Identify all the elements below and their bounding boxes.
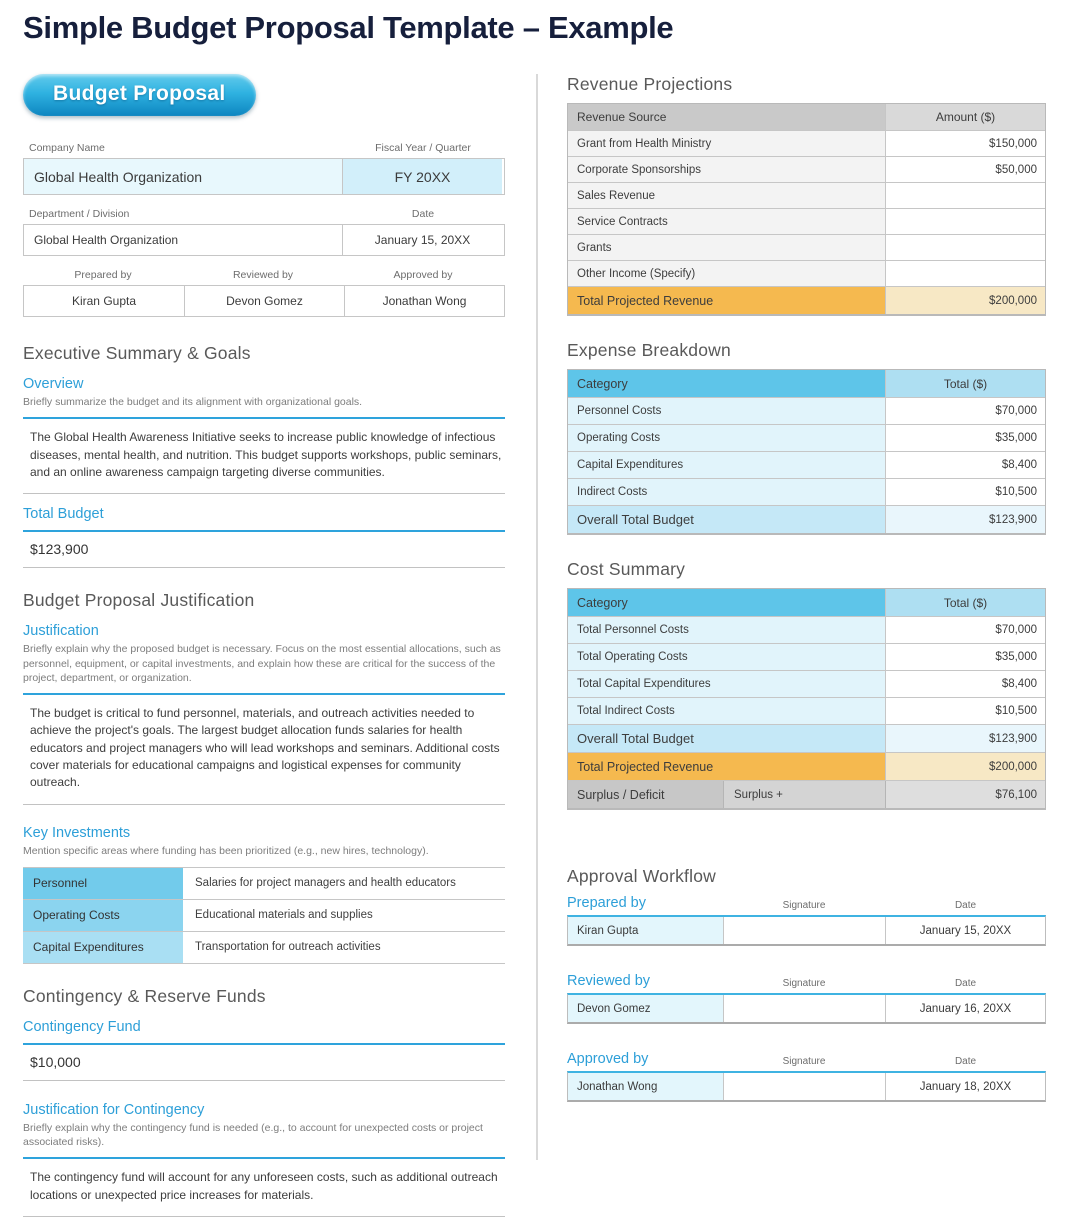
total-projected-revenue-row — [568, 286, 1045, 314]
overview-hint: Briefly summarize the budget and its alignment with organizational goals. — [23, 396, 363, 408]
expense-category-cell: Indirect Costs — [568, 479, 886, 505]
table-row — [568, 156, 1045, 182]
approval-date-cell[interactable]: January 16, 20XX — [886, 995, 1045, 1022]
revenue-amount-cell[interactable] — [886, 183, 1045, 208]
contingency-heading: Contingency & Reserve Funds — [23, 985, 266, 1006]
signature-label: Signature — [782, 1056, 826, 1067]
total-amount-cell[interactable]: $200,000 — [886, 753, 1045, 780]
expense-amount-cell[interactable]: $10,500 — [886, 479, 1045, 505]
department-field[interactable]: Global Health Organization — [24, 225, 342, 255]
total-budget-bottom-divider — [23, 567, 505, 568]
category-header: Category — [568, 589, 886, 616]
total-header: Total ($) — [886, 370, 1045, 397]
cost-category-cell: Total Personnel Costs — [568, 617, 886, 643]
table-header-row — [568, 370, 1045, 397]
revenue-table — [567, 103, 1046, 316]
total-label-cell: Total Projected Revenue — [568, 287, 886, 314]
table-header-row — [568, 104, 1045, 130]
form-row-department — [23, 224, 505, 256]
expense-heading: Expense Breakdown — [567, 340, 731, 360]
signature-cell[interactable] — [724, 917, 886, 944]
approver-name-cell: Devon Gomez — [568, 995, 724, 1022]
contingency-fund-subheading: Contingency Fund — [23, 1018, 141, 1035]
approval-date-cell[interactable]: January 18, 20XX — [886, 1073, 1045, 1100]
key-investments-subheading: Key Investments — [23, 824, 131, 841]
table-row — [568, 234, 1045, 260]
table-row — [23, 868, 505, 900]
contingency-fund-value[interactable]: $10,000 — [30, 1053, 81, 1070]
justification-heading: Budget Proposal Justification — [23, 590, 255, 611]
table-row — [23, 900, 505, 932]
cost-amount-cell[interactable]: $70,000 — [886, 617, 1045, 643]
investment-category-cell: Operating Costs — [23, 900, 183, 931]
investment-description-cell[interactable]: Educational materials and supplies — [183, 900, 505, 931]
fiscal-year-label: Fiscal Year / Quarter — [375, 142, 471, 154]
revenue-amount-cell[interactable] — [886, 209, 1045, 234]
key-investments-table — [23, 867, 505, 964]
approval-row — [567, 1071, 1046, 1102]
form-labels-row1 — [23, 142, 505, 154]
fiscal-year-field[interactable]: FY 20XX — [342, 159, 502, 194]
approved-by-role-label: Approved by — [567, 1051, 649, 1067]
expense-category-cell: Operating Costs — [568, 425, 886, 451]
cost-summary-heading: Cost Summary — [567, 559, 686, 579]
date-label: Date — [411, 208, 435, 220]
company-name-label: Company Name — [29, 142, 105, 154]
approved-by-field[interactable]: Jonathan Wong — [344, 286, 504, 316]
approval-heading: Approval Workflow — [567, 866, 716, 886]
approver-name-cell: Jonathan Wong — [568, 1073, 724, 1100]
justification-text[interactable]: The budget is critical to fund personnel, materials, and outreach activities needed to achieve the project's goals. The largest budget allocation funds salaries for health educators and project managers who will lead workshops and seminars. Additional costs cover materials for educational campaigns and logistical expenses for community outreach. — [30, 705, 500, 790]
surplus-amount-cell[interactable]: $76,100 — [886, 781, 1045, 808]
table-row — [568, 643, 1045, 670]
total-budget-subheading: Total Budget — [23, 506, 104, 523]
revenue-source-cell: Grants — [568, 235, 886, 260]
cost-amount-cell[interactable]: $8,400 — [886, 671, 1045, 697]
table-row — [568, 670, 1045, 697]
signature-label: Signature — [782, 900, 826, 911]
cost-category-cell: Total Operating Costs — [568, 644, 886, 670]
budget-proposal-badge[interactable]: Budget Proposal — [23, 74, 256, 116]
revenue-amount-cell[interactable] — [886, 261, 1045, 286]
cost-category-cell: Total Indirect Costs — [568, 698, 886, 724]
justification-hint: Briefly explain why the proposed budget is necessary. Focus on the most essential allocations, such as personnel, equipment, or capital investments, and explain how these are critical for the success of the project, department, or organization. — [23, 643, 501, 684]
table-row — [568, 697, 1045, 724]
table-row — [568, 616, 1045, 643]
revenue-amount-cell[interactable]: $150,000 — [886, 131, 1045, 156]
page-title: Simple Budget Proposal Template – Example — [23, 10, 674, 45]
justification-subheading: Justification — [23, 623, 99, 640]
total-label-cell: Overall Total Budget — [568, 506, 886, 533]
investment-category-cell: Capital Expenditures — [23, 932, 183, 963]
table-row — [568, 130, 1045, 156]
table-row — [568, 478, 1045, 505]
cost-category-cell: Total Capital Expenditures — [568, 671, 886, 697]
form-row-people — [23, 285, 505, 317]
revenue-source-header: Revenue Source — [568, 104, 886, 130]
total-amount-cell[interactable]: $123,900 — [886, 506, 1045, 533]
overview-subheading: Overview — [23, 376, 84, 392]
reviewed-by-label: Reviewed by — [232, 269, 294, 281]
approval-block-prepared — [567, 895, 1046, 946]
approval-row — [567, 915, 1046, 946]
column-divider — [536, 74, 538, 1160]
signature-cell[interactable] — [724, 1073, 886, 1100]
total-header: Total ($) — [886, 589, 1045, 616]
total-budget-value[interactable]: $123,900 — [30, 541, 89, 558]
approved-by-label: Approved by — [393, 269, 453, 281]
expense-amount-cell[interactable]: $35,000 — [886, 425, 1045, 451]
total-label-cell: Total Projected Revenue — [568, 753, 886, 780]
cost-amount-cell[interactable]: $35,000 — [886, 644, 1045, 670]
surplus-label-cell: Surplus / Deficit — [568, 781, 724, 808]
date-label: Date — [954, 1056, 977, 1067]
contingency-justification-text[interactable]: The contingency fund will account for any unforeseen costs, such as additional outreach locations or unexpected price increases for materials. — [30, 1170, 498, 1202]
revenue-amount-cell[interactable] — [886, 235, 1045, 260]
expense-amount-cell[interactable]: $70,000 — [886, 398, 1045, 424]
table-row — [568, 260, 1045, 286]
expense-category-cell: Capital Expenditures — [568, 452, 886, 478]
overview-bottom-divider — [23, 493, 505, 494]
table-row — [568, 451, 1045, 478]
date-label: Date — [954, 900, 977, 911]
revenue-amount-cell[interactable]: $50,000 — [886, 157, 1045, 182]
revenue-source-cell: Service Contracts — [568, 209, 886, 234]
expense-table — [567, 369, 1046, 535]
total-projected-revenue-row — [568, 752, 1045, 780]
revenue-source-cell: Corporate Sponsorships — [568, 157, 886, 182]
table-row — [568, 397, 1045, 424]
overall-total-budget-row — [568, 505, 1045, 533]
cost-amount-cell[interactable]: $10,500 — [886, 698, 1045, 724]
approval-row — [567, 993, 1046, 1024]
surplus-deficit-row — [568, 780, 1045, 808]
contingency-fund-bottom-divider — [23, 1080, 505, 1081]
surplus-status-cell[interactable]: Surplus + — [724, 781, 886, 808]
approval-header-row — [567, 1051, 1046, 1067]
right-column — [567, 74, 1046, 1129]
left-column — [23, 74, 505, 1217]
cost-summary-table — [567, 588, 1046, 810]
contingency-justification-hint: Briefly explain why the contingency fund is needed (e.g., to account for unexpected costs or project associated risks). — [23, 1121, 483, 1149]
revenue-source-cell: Grant from Health Ministry — [568, 131, 886, 156]
total-amount-cell[interactable]: $200,000 — [886, 287, 1045, 314]
date-field[interactable]: January 15, 20XX — [342, 225, 502, 255]
category-header: Category — [568, 370, 886, 397]
exec-summary-heading: Executive Summary & Goals — [23, 343, 251, 363]
investment-description-cell[interactable]: Salaries for project managers and health educators — [183, 868, 505, 899]
approval-block-approved — [567, 1051, 1046, 1102]
investment-description-cell[interactable]: Transportation for outreach activities — [183, 932, 505, 963]
expense-amount-cell[interactable]: $8,400 — [886, 452, 1045, 478]
overall-total-budget-row — [568, 724, 1045, 752]
approval-header-row — [567, 973, 1046, 989]
revenue-heading: Revenue Projections — [567, 74, 733, 94]
amount-header: Amount ($) — [886, 104, 1045, 130]
revenue-source-cell: Sales Revenue — [568, 183, 886, 208]
justification-bottom-divider — [23, 804, 505, 805]
total-label-cell: Overall Total Budget — [568, 725, 886, 752]
prepared-by-field[interactable]: Kiran Gupta — [24, 286, 184, 316]
reviewed-by-role-label: Reviewed by — [567, 973, 651, 989]
overview-text[interactable]: The Global Health Awareness Initiative seeks to increase public knowledge of infectious diseases, mental health, and nutrition. This budget supports workshops, public seminars, and an online awareness campaign targeting diverse communities. — [30, 430, 502, 479]
form-labels-row3 — [23, 269, 505, 281]
prepared-by-role-label: Prepared by — [567, 895, 646, 911]
table-header-row — [568, 589, 1045, 616]
table-row — [23, 932, 505, 964]
approval-header-row — [567, 895, 1046, 911]
signature-cell[interactable] — [724, 995, 886, 1022]
expense-category-cell: Personnel Costs — [568, 398, 886, 424]
key-investments-hint: Mention specific areas where funding has been prioritized (e.g., new hires, technology). — [23, 844, 429, 857]
approver-name-cell: Kiran Gupta — [568, 917, 724, 944]
signature-label: Signature — [782, 978, 826, 989]
form-row-company — [23, 158, 505, 195]
investment-category-cell: Personnel — [23, 868, 183, 899]
approval-block-reviewed — [567, 973, 1046, 1024]
company-name-field[interactable]: Global Health Organization — [24, 159, 342, 194]
total-amount-cell[interactable]: $123,900 — [886, 725, 1045, 752]
date-label: Date — [954, 978, 977, 989]
revenue-source-cell: Other Income (Specify) — [568, 261, 886, 286]
form-labels-row2 — [23, 208, 505, 220]
prepared-by-label: Prepared by — [74, 269, 132, 281]
table-row — [568, 182, 1045, 208]
contingency-justification-subheading: Justification for Contingency — [23, 1101, 205, 1118]
approval-date-cell[interactable]: January 15, 20XX — [886, 917, 1045, 944]
reviewed-by-field[interactable]: Devon Gomez — [184, 286, 344, 316]
department-label: Department / Division — [29, 208, 130, 220]
table-row — [568, 424, 1045, 451]
table-row — [568, 208, 1045, 234]
